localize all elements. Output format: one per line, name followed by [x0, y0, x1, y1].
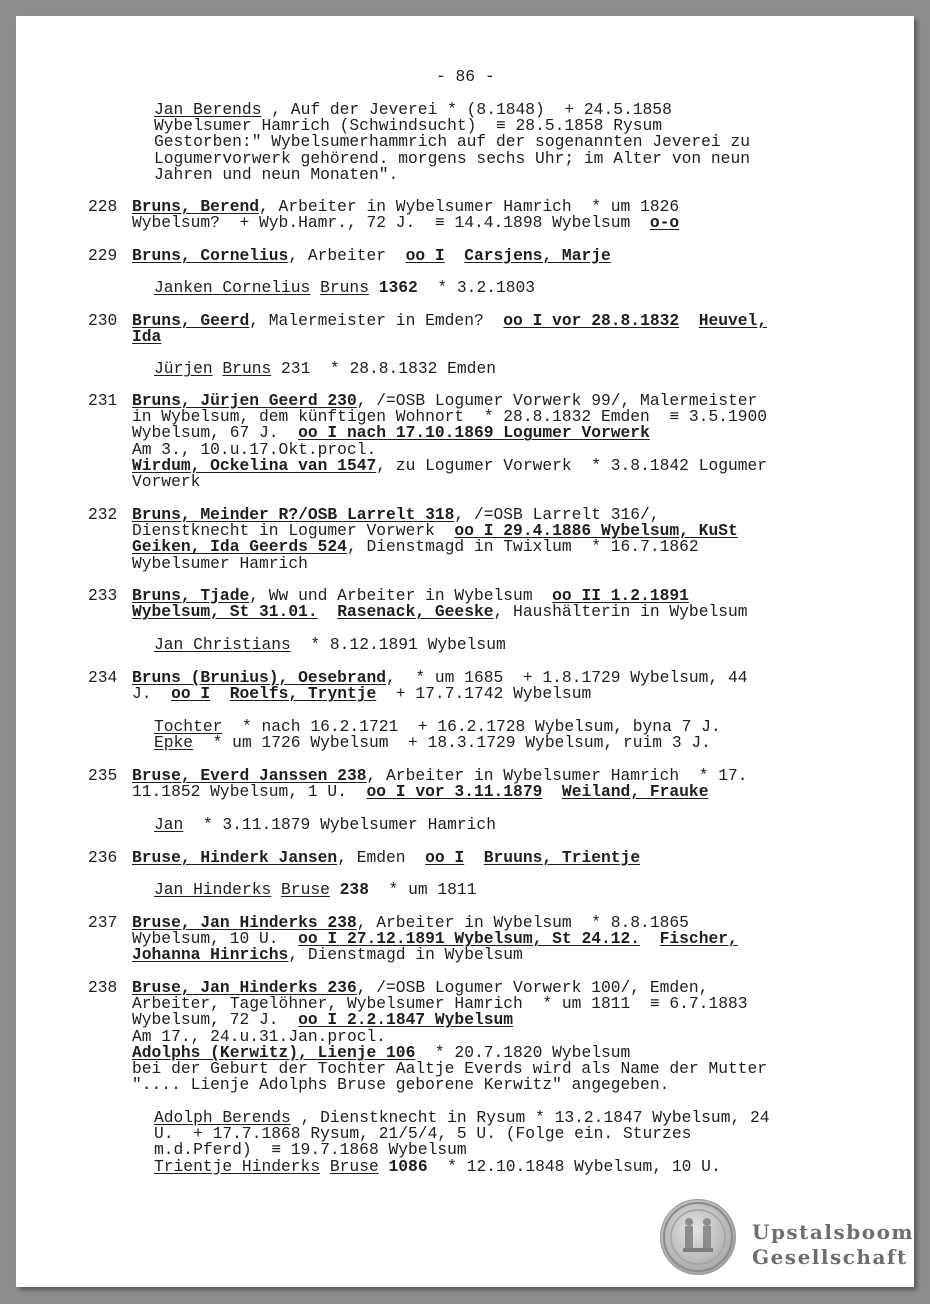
- entry-number: 233: [88, 586, 118, 605]
- brand-name-line1: Upstalsboom: [752, 1220, 915, 1244]
- entry-number: 231: [88, 391, 118, 410]
- child-name: Trientje Hinderks: [154, 1156, 321, 1176]
- person-name: Bruns (Brunius), Oesebrand: [132, 668, 387, 687]
- spouse-name: Geiken, Ida Geerds 524: [132, 537, 347, 557]
- person-name: Bruns, Tjade: [132, 586, 250, 605]
- entry-number: 234: [88, 668, 118, 687]
- seal-graphic: [661, 1200, 735, 1274]
- person-name: Bruns, Meinder R?/OSB Larrelt 318: [132, 505, 455, 524]
- entry-number: 235: [88, 766, 118, 785]
- child-name: Jan Hinderks: [154, 880, 272, 899]
- person-name: Bruns, Cornelius: [132, 246, 289, 265]
- spouse-name: Bruuns, Trientje: [483, 848, 641, 867]
- child-name: Jan Christians: [154, 635, 291, 654]
- spouse-name: Fischer,: [659, 929, 738, 949]
- spouse-name: Weiland, Frauke: [561, 782, 709, 802]
- person-name: Bruns, Berend: [132, 197, 260, 216]
- person-name: Jan Berends: [154, 100, 262, 119]
- spouse-name: Adolphs (Kerwitz), Lienje 106: [132, 1042, 416, 1062]
- child-name: Epke: [154, 733, 194, 753]
- entry-number: 230: [88, 311, 118, 330]
- child-name: Jan: [154, 815, 184, 834]
- entry-number: 237: [88, 913, 118, 932]
- entry-number: 228: [88, 197, 118, 216]
- spouse-name: Heuvel,: [698, 311, 768, 330]
- entry-number: 238: [88, 978, 118, 997]
- person-name: Bruse, Everd Janssen 238: [132, 766, 367, 785]
- person-name: Bruns, Jürjen Geerd 230: [132, 391, 357, 410]
- child-name: Adolph Berends: [154, 1108, 291, 1127]
- person-name: Bruns, Geerd: [132, 311, 250, 330]
- upstalsboom-seal-icon: [660, 1199, 736, 1275]
- document-page: [16, 16, 914, 1287]
- entry-number: 232: [88, 505, 118, 524]
- page-number: - 86 -: [436, 67, 495, 86]
- entry-number: 236: [88, 848, 118, 867]
- child-name: Janken Cornelius: [154, 278, 311, 297]
- spouse-name: Carsjens, Marje: [464, 246, 611, 265]
- spouse-name: Roelfs, Tryntje: [229, 684, 377, 704]
- person-name: Bruse, Jan Hinderks 236: [132, 978, 357, 997]
- child-name: Tochter: [154, 717, 223, 736]
- person-name: Bruse, Jan Hinderks 238: [132, 913, 357, 932]
- entry-number: 229: [88, 246, 118, 265]
- spouse-name: Wirdum, Ockelina van 1547: [132, 455, 377, 475]
- person-name: Bruse, Hinderk Jansen: [132, 848, 338, 867]
- brand-name-line2: Gesellschaft: [752, 1245, 908, 1269]
- spouse-name: Rasenack, Geeske: [337, 602, 494, 622]
- child-name: Jürjen: [154, 359, 213, 378]
- document-body: - 86 - Jan Berends , Auf der Jeverei * (8.1848) + 24.5.1858 Wybelsumer Hamrich (Schwindsucht) ≡ 28.5.1858 Rysum Gestorben:" Wybelsumerhammrich auf der sogenannten Jeverei zu Logumervorwerk gehörend. morgens sechs Uhr; im Alter von neun Jahren und neun Monaten". 228 Bruns, Berend, Arbeiter in Wybelsumer Hamrich * um 1826 Wybelsum? + Wyb.Hamr., 72 J. ≡ 14.4.1898 Wybelsum o-o 229 Bruns, Cornelius, Arbeiter oo I Carsjens, Marje Janken Cornelius Bruns 1362 * 3.2.1803 230 Bruns, Geerd, Malermeister in Emden? oo I vor 28.8.1832 Heuvel, Ida Jürjen Bruns 231 * 28.8.1832 Emden 231 Bruns, Jürjen Geerd 230, /=OSB Logumer Vorwerk 99/, Malermeister in Wybelsum, dem künftigen Wohnort * 28.8.1832 Emden ≡ 3.5.1900 Wybelsum, 67 J. oo I nach 17.10.1869 Logumer Vorwerk Am 3., 10.u.17.Okt.procl. Wirdum, Ockelina van 1547, zu Logumer Vorwerk * 3.8.1842 Logumer Vorwerk 232 Bruns, Meinder R?/OSB Larrelt 318, /=OSB Larrelt 316/, Dienstknecht in Logumer Vorwerk oo I 29.4.1886 Wybelsum, KuSt Geiken, Ida Geerds 524, Dienstmagd in Twixlum * 16.7.1862 Wybelsumer Hamrich 233 Bruns, Tjade, Ww und Arbeiter in Wybelsum oo II 1.2.1891 Wybelsum, St 31.01. Rasenack, Geeske, Haushälterin in Wybelsum Jan Christians * 8.12.1891 Wybelsum 234 Bruns (Brunius), Oesebrand, * um 1685 + 1.8.1729 Wybelsum, 44 J. oo I Roelfs, Tryntje + 17.7.1742 Wybelsum Tochter * nach 16.2.1721 + 16.2.1728 Wybelsum, byna 7 J. Epke * um 1726 Wybelsum + 18.3.1729 Wybelsum, ruim 3 J. 235 Bruse, Everd Janssen 238, Arbeiter in Wybelsumer Hamrich * 17. 11.1852 Wybelsum, 1 U. oo I vor 3.11.1879 Weiland, Frauke Jan * 3.11.1879 Wybelsumer Hamrich 236 Bruse, Hinderk Jansen, Emden oo I Bruuns, Trientje Jan Hinderks Bruse 238 * um 1811 237 Bruse, Jan Hinderks 238, Arbeiter in Wybelsum * 8.8.1865 Wybelsum, 10 U. oo I 27.12.1891 Wybelsum, St 24.12. Fischer, Johanna Hinrichs, Dienstmagd in Wybelsum 238 Bruse, Jan Hinderks 236, /=OSB Logumer Vorwerk 100/, Emden, Arbeiter, Tagelöhner, Wybelsumer Hamrich * um 1811 ≡ 6.7.1883 Wybelsum, 72 J. oo I 2.2.1847 Wybelsum Am 17., 24.u.31.Jan.procl. Adolphs (Kerwitz), Lienje 106 * 20.7.1820 Wybelsum bei der Geburt der Tochter Aaltje Everds wird als Name der Mutter ".... Lienje Adolphs Bruse geborene Kerwitz" angegeben. Adolph Berends , Dienstknecht in Rysum * 13.2.1847 Wybelsum, 24 U. + 17.7.1868 Rysum, 21/5/4, 5 U. (Folge ein. Sturzes m.d.Pferd) ≡ 19.7.1868 Wybelsum Trientje Hinderks Bruse 1086 * 12.10.1848 Wybelsum, 10 U.: [88, 67, 770, 1176]
